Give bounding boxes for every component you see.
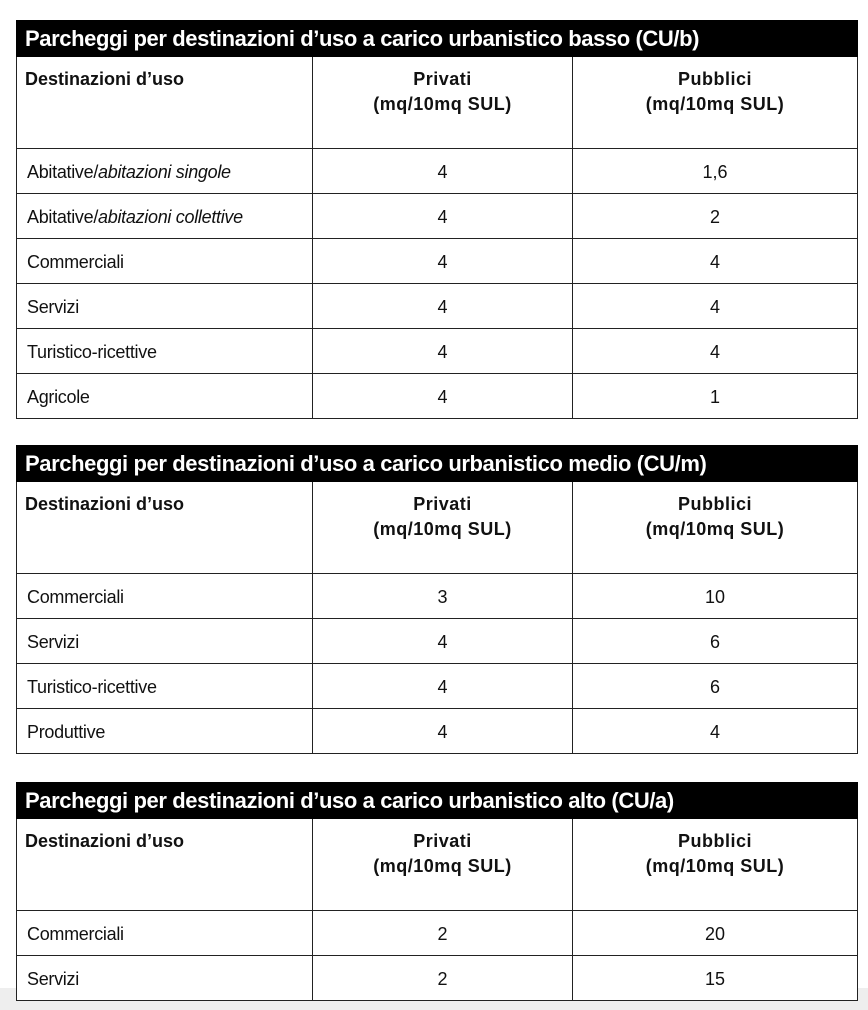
destination-label: Commerciali [17,911,313,956]
table-title: Parcheggi per destinazioni d’uso a carico urbanistico alto (CU/a) [17,783,858,819]
destination-label: Produttive [17,709,313,754]
column-header-destination: Destinazioni d’uso [17,819,313,911]
destination-label: Commerciali [17,239,313,284]
column-header-public [573,819,858,911]
table-row [17,574,858,619]
column-header-private-title: Privati [413,831,472,851]
private-value: 4 [313,239,573,284]
parking-table-low [16,20,858,419]
public-value: 2 [573,194,858,239]
public-value: 4 [573,709,858,754]
column-header-destination: Destinazioni d’uso [17,57,313,149]
public-value: 1 [573,374,858,419]
table-row [17,149,858,194]
column-header-private-unit: (mq/10mq SUL) [373,94,512,114]
private-value: 4 [313,619,573,664]
table-row [17,329,858,374]
table-header-row [17,57,858,149]
table-row [17,239,858,284]
private-value: 2 [313,956,573,1001]
destination-cell [17,149,313,194]
private-value: 3 [313,574,573,619]
public-value: 15 [573,956,858,1001]
public-value: 6 [573,664,858,709]
destination-label: Turistico-ricettive [17,329,313,374]
column-header-public-unit: (mq/10mq SUL) [645,94,785,114]
column-header-private-title: Privati [413,69,472,89]
column-header-private-title: Privati [413,494,472,514]
destination-label: Abitative/ [27,207,99,227]
column-header-public [573,57,858,149]
public-value: 6 [573,619,858,664]
destination-subtype: abitazioni singole [98,162,231,182]
table-header-row [17,819,858,911]
destination-label: Turistico-ricettive [17,664,313,709]
column-header-private [313,482,573,574]
column-header-private [313,57,573,149]
parking-table-high [16,782,858,1001]
table-row [17,664,858,709]
destination-label: Servizi [17,956,313,1001]
private-value: 4 [313,374,573,419]
private-value: 4 [313,284,573,329]
table-row [17,911,858,956]
column-header-public-title: Pubblici [677,69,752,89]
table-row [17,194,858,239]
table-header-row [17,482,858,574]
private-value: 4 [313,709,573,754]
public-value: 4 [573,329,858,374]
public-value: 4 [573,239,858,284]
private-value: 4 [313,149,573,194]
table-title: Parcheggi per destinazioni d’uso a carico urbanistico medio (CU/m) [17,446,858,482]
private-value: 4 [313,329,573,374]
column-header-private-unit: (mq/10mq SUL) [373,519,512,539]
column-header-public [573,482,858,574]
column-header-public-unit: (mq/10mq SUL) [645,519,785,539]
private-value: 4 [313,664,573,709]
column-header-public-unit: (mq/10mq SUL) [645,856,785,876]
table-row [17,709,858,754]
column-header-private [313,819,573,911]
table-row [17,374,858,419]
private-value: 4 [313,194,573,239]
table-row [17,284,858,329]
public-value: 4 [573,284,858,329]
destination-subtype: abitazioni collettive [98,207,243,227]
column-header-public-title: Pubblici [677,831,752,851]
destination-label: Abitative/ [27,162,99,182]
table-title: Parcheggi per destinazioni d’uso a carico urbanistico basso (CU/b) [17,21,858,57]
destination-label: Servizi [17,284,313,329]
column-header-public-title: Pubblici [678,494,753,514]
destination-label: Agricole [17,374,313,419]
public-value: 20 [573,911,858,956]
destination-label: Servizi [17,619,313,664]
public-value: 1,6 [573,149,858,194]
column-header-private-unit: (mq/10mq SUL) [373,856,512,876]
destination-cell [17,194,313,239]
public-value: 10 [573,574,858,619]
parking-table-medium [16,445,858,754]
private-value: 2 [313,911,573,956]
table-row [17,619,858,664]
column-header-destination: Destinazioni d’uso [17,482,313,574]
table-row [17,956,858,1001]
destination-label: Commerciali [17,574,313,619]
